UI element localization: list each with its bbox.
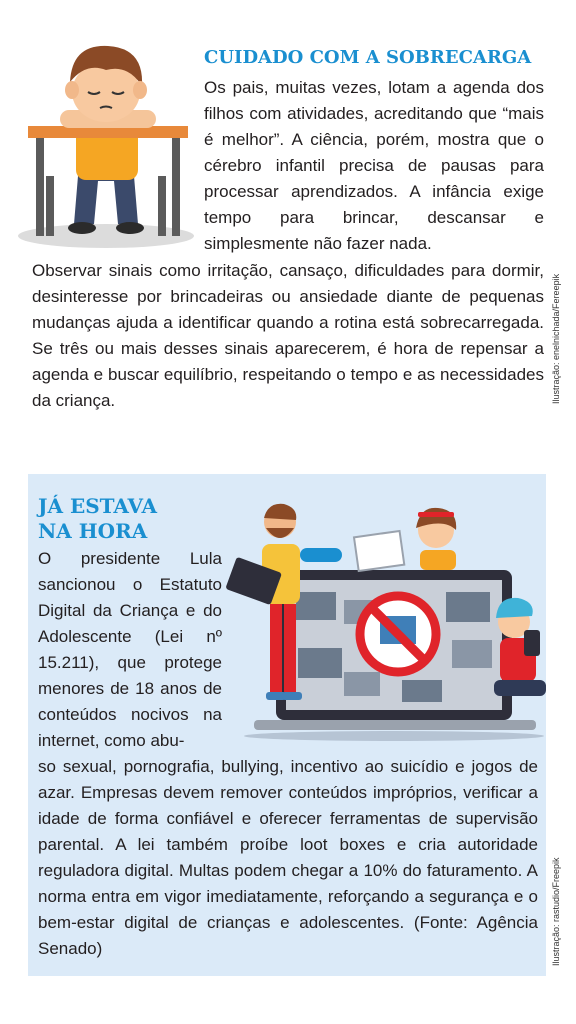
section2-text-narrow: O presidente Lula sancionou o Estatuto Digital da Criança e do Adolescente (Lei nº 15.211), que protege menores de 18 anos de conteúdos nocivos na internet, como abu- xyxy=(38,549,222,750)
section2-title-line1: JÁ ESTAVA xyxy=(38,494,157,518)
section1-text-narrow: Os pais, muitas vezes, lotam a agenda dos filhos com atividades, acreditando que “mais é melhor”. A ciência, porém, mostra que o cérebro infantil precisa de pausas para processar aprendizados. A infância exige tempo para brincar, descansar e simplesmente não fazer nada. xyxy=(204,78,544,253)
news-box xyxy=(28,474,561,976)
section2-title-line2: NA HORA xyxy=(38,519,148,543)
children-devices-illustration xyxy=(224,500,546,744)
section1-credit: Ilustração: enelnichada/Fereepik xyxy=(551,273,561,404)
section2-credit: Ilustração: rastudio/Freepik xyxy=(551,857,561,966)
section1-title: CUIDADO COM A SOBRECARGA xyxy=(204,47,532,68)
section2-text-wide: so sexual, pornografia, bullying, incentivo ao suicídio e jogos de azar. Empresas devem remover conteúdos impróprios, verificar a idade de forma confiável e oferecer ferramentas de supervisão parental. A lei também proíbe loot boxes e cria autoridade reguladora digital. Multas podem chegar a 10% do faturamento. A norma entra em vigor imediatamente, reforçando a segurança e o bem-estar digital de crianças e adolescentes. (Fonte: Agência Senado) xyxy=(38,757,538,958)
tired-child-illustration xyxy=(8,26,204,252)
section1-text-wide: Observar sinais como irritação, cansaço, dificuldades para dormir, desinteresse por brincadeiras ou ansiedade diante de pequenas mudanças ajuda a identificar quando a rotina está sobrecarregada. Se três ou mais desses sinais aparecerem, é hora de repensar a agenda e buscar equilíbrio, respeitando o tempo e as necessidades da criança. xyxy=(32,261,544,410)
